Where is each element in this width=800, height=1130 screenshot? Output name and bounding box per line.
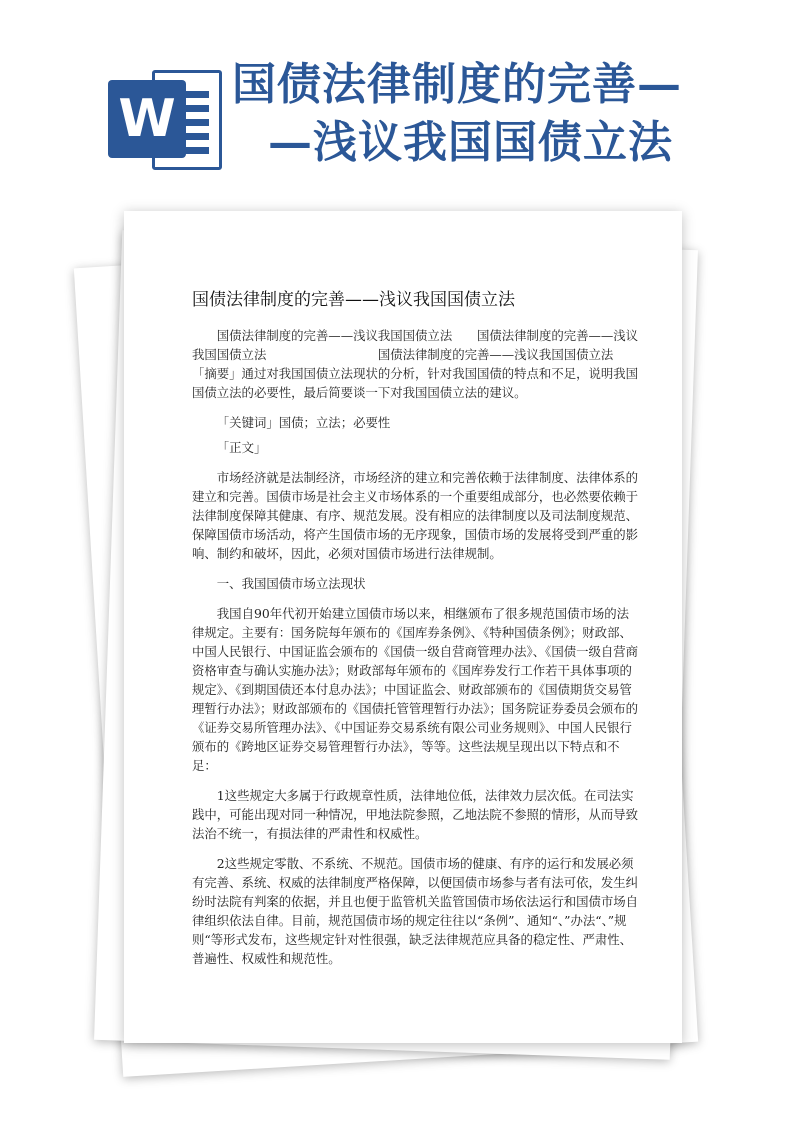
cover-title-line2: —浅议我国国债立法 — [268, 117, 673, 168]
keywords-line: 「关键词」国债；立法；必要性 — [216, 415, 391, 430]
document-title: 国债法律制度的完善——浅议我国国债立法 — [192, 290, 515, 310]
paragraph: 我国自90年代初开始建立国债市场以来，相继颁布了很多规范国债市场的法律规定。主要有：国务院每年颁布的《国库券条例》、《特种国债条例》；财政部、中国人民银行、中国证监会颁布的《国债一级自营商管理办法》、《国债一级自营商资格审查与确认实施办法》；财政部每年颁布的《国库券发行工作若干具体事项的规定》、《到期国债还本付息办法》；中国证监会、财政部颁布的《国债期货交易管理暂行办法》；财政部颁布的《国债托管管理暂行办法》；国务院证券委员会颁布的《证券交易所管理办法》、《中国证券交易系统有限公司业务规则》、中国人民银行颁布的《跨地区证券交易管理暂行办法》，等等。这些法规呈现出以下特点和不足： — [192, 606, 639, 773]
paragraph: 2这些规定零散、不系统、不规范。国债市场的健康、有序的运行和发展必须有完善、系统、权威的法律制度严格保障，以便国债市场参与者有法可依，发生纠纷时法院有判案的依据，并且也便于监管机关监管国债市场依法运行和国债市场自律组织依法自律。目前，规范国债市场的规定往往以“条例”、通知“、”办法“、”规则“等形式发布，这些规定针对性很强，缺乏法律规范应具备的稳定性、严肃性、普遍性、权威性和规范性。 — [192, 856, 639, 966]
paragraph: 市场经济就是法制经济，市场经济的建立和完善依赖于法律制度、法律体系的建立和完善。国债市场是社会主义市场体系的一个重要组成部分，也必然要依赖于法律制度保障其健康、有序、规范发展。没有相应的法律制度以及司法制度规范、保障国债市场活动，将产生国债市场的无序现象，国债市场的发展将受到严重的影响、制约和破坏，因此，必须对国债市场进行法律规制。 — [192, 470, 639, 561]
intro-paragraph: 国债法律制度的完善——浅议我国国债立法 国债法律制度的完善——浅议我国国债立法 国债法律制度的完善——浅议我国国债立法 — [192, 328, 639, 362]
document-body — [192, 326, 640, 968]
word-letter: W — [108, 80, 186, 158]
section-heading: 一、我国国债市场立法现状 — [216, 576, 366, 591]
paragraph: 1这些规定大多属于行政规章性质，法律地位低，法律效力层次低。在司法实践中，可能出现对同一种情况，甲地法院参照，乙地法院不参照的情形，从而导致法治不统一，有损法律的严肃性和权威性。 — [192, 788, 639, 841]
cover-title-line1: 国债法律制度的完善— — [232, 59, 682, 110]
cover-title — [232, 56, 752, 172]
abstract-paragraph: 「摘要」通过对我国国债立法现状的分析，针对我国国债的特点和不足，说明我国国债立法的必要性，最后简要谈一下对我国国债立法的建议。 — [192, 366, 639, 400]
word-icon — [108, 62, 218, 172]
text-label: 「正文」 — [216, 440, 267, 455]
